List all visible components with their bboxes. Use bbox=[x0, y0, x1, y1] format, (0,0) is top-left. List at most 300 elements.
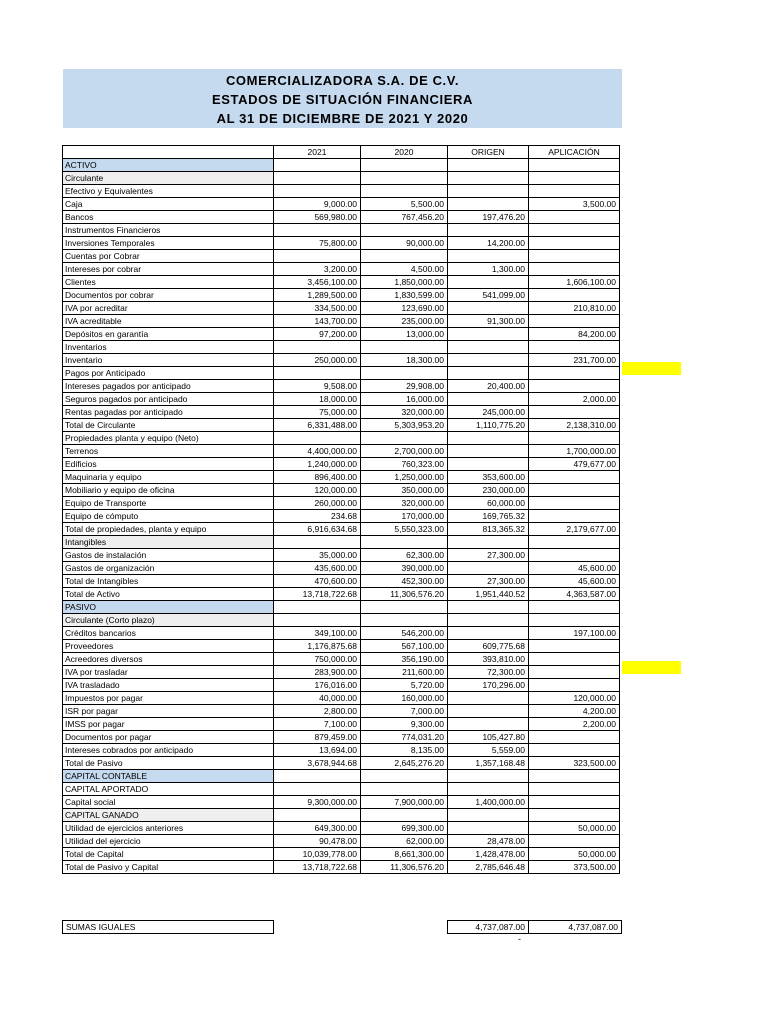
row-label: Inventarios bbox=[63, 341, 274, 354]
cell-aplicacion bbox=[529, 380, 620, 393]
cell-2021: 35,000.00 bbox=[274, 549, 361, 562]
row-label: Total de Pasivo bbox=[63, 757, 274, 770]
row-label: Utilidad de ejercicios anteriores bbox=[63, 822, 274, 835]
row-label: Terrenos bbox=[63, 445, 274, 458]
cell-2020: 320,000.00 bbox=[361, 497, 448, 510]
cell-origen bbox=[448, 458, 529, 471]
cell-2021: 3,456,100.00 bbox=[274, 276, 361, 289]
row-label: Intereses por cobrar bbox=[63, 263, 274, 276]
cell-2020: 760,323.00 bbox=[361, 458, 448, 471]
cell-2020: 9,300.00 bbox=[361, 718, 448, 731]
cell-aplicacion: 50,000.00 bbox=[529, 848, 620, 861]
cell-origen bbox=[448, 809, 529, 822]
cell-aplicacion bbox=[529, 770, 620, 783]
row-label: ACTIVO bbox=[63, 159, 274, 172]
cell-origen: 14,200.00 bbox=[448, 237, 529, 250]
column-header: 2020 bbox=[361, 146, 448, 159]
cell-aplicacion bbox=[529, 497, 620, 510]
row-label: Circulante (Corto plazo) bbox=[63, 614, 274, 627]
cell-origen bbox=[448, 705, 529, 718]
cell-origen: 1,951,440.52 bbox=[448, 588, 529, 601]
cell-2021: 6,916,634.68 bbox=[274, 523, 361, 536]
row-label: IVA trasladado bbox=[63, 679, 274, 692]
cell-2020: 7,000.00 bbox=[361, 705, 448, 718]
column-header: APLICACIÓN bbox=[529, 146, 620, 159]
cell-origen: 105,427.80 bbox=[448, 731, 529, 744]
row-label: Intangibles bbox=[63, 536, 274, 549]
row-label: Propiedades planta y equipo (Neto) bbox=[63, 432, 274, 445]
row-label: Utilidad del ejercicio bbox=[63, 835, 274, 848]
cell-2020: 5,550,323.00 bbox=[361, 523, 448, 536]
table-row bbox=[63, 406, 620, 419]
highlight-proveedores bbox=[622, 661, 681, 674]
cell-origen bbox=[448, 159, 529, 172]
table-row bbox=[63, 627, 620, 640]
cell-2021: 3,200.00 bbox=[274, 263, 361, 276]
cell-aplicacion bbox=[529, 315, 620, 328]
cell-2021: 1,176,875.68 bbox=[274, 640, 361, 653]
cell-2021: 90,478.00 bbox=[274, 835, 361, 848]
cell-2021: 9,508.00 bbox=[274, 380, 361, 393]
cell-2021: 250,000.00 bbox=[274, 354, 361, 367]
cell-2021: 334,500.00 bbox=[274, 302, 361, 315]
row-label: Intereses pagados por anticipado bbox=[63, 380, 274, 393]
cell-origen: 609,775.68 bbox=[448, 640, 529, 653]
column-header-blank bbox=[63, 146, 274, 159]
table-row bbox=[63, 666, 620, 679]
cell-origen bbox=[448, 276, 529, 289]
cell-2021 bbox=[274, 224, 361, 237]
table-row bbox=[63, 484, 620, 497]
cell-2020: 18,300.00 bbox=[361, 354, 448, 367]
cell-2021 bbox=[274, 536, 361, 549]
company-name: COMERCIALIZADORA S.A. DE C.V. bbox=[225, 73, 460, 88]
row-label: Gastos de organización bbox=[63, 562, 274, 575]
table-row bbox=[63, 237, 620, 250]
cell-aplicacion: 1,606,100.00 bbox=[529, 276, 620, 289]
table-row bbox=[63, 432, 620, 445]
cell-2020: 1,250,000.00 bbox=[361, 471, 448, 484]
table-row bbox=[63, 445, 620, 458]
cell-origen: 353,600.00 bbox=[448, 471, 529, 484]
row-label: Depósitos en garantía bbox=[63, 328, 274, 341]
cell-2021: 75,000.00 bbox=[274, 406, 361, 419]
cell-aplicacion bbox=[529, 471, 620, 484]
cell-aplicacion bbox=[529, 211, 620, 224]
cell-2020 bbox=[361, 614, 448, 627]
row-label: Seguros pagados por anticipado bbox=[63, 393, 274, 406]
cell-origen bbox=[448, 172, 529, 185]
table-row bbox=[63, 705, 620, 718]
table-row bbox=[63, 588, 620, 601]
cell-origen bbox=[448, 224, 529, 237]
cell-2020: 11,306,576.20 bbox=[361, 861, 448, 874]
cell-origen bbox=[448, 185, 529, 198]
cell-2020: 62,000.00 bbox=[361, 835, 448, 848]
sums-label: SUMAS IGUALES bbox=[63, 921, 274, 934]
row-label: Equipo de cómputo bbox=[63, 510, 274, 523]
cell-origen: 28,478.00 bbox=[448, 835, 529, 848]
cell-2021: 1,289,500.00 bbox=[274, 289, 361, 302]
cell-2021: 6,331,488.00 bbox=[274, 419, 361, 432]
table-row bbox=[63, 536, 620, 549]
cell-2020: 699,300.00 bbox=[361, 822, 448, 835]
cell-2020 bbox=[361, 536, 448, 549]
table-row bbox=[63, 302, 620, 315]
row-label: Intereses cobrados por anticipado bbox=[63, 744, 274, 757]
cell-aplicacion bbox=[529, 224, 620, 237]
row-label: Mobiliario y equipo de oficina bbox=[63, 484, 274, 497]
table-row bbox=[63, 770, 620, 783]
cell-origen bbox=[448, 601, 529, 614]
cell-2020 bbox=[361, 159, 448, 172]
row-label: Caja bbox=[63, 198, 274, 211]
table-row bbox=[63, 757, 620, 770]
cell-2021: 40,000.00 bbox=[274, 692, 361, 705]
row-label: CAPITAL APORTADO bbox=[63, 783, 274, 796]
cell-2021: 879,459.00 bbox=[274, 731, 361, 744]
cell-2021: 97,200.00 bbox=[274, 328, 361, 341]
table-row bbox=[63, 523, 620, 536]
cell-2020: 767,456.20 bbox=[361, 211, 448, 224]
cell-2020: 8,135.00 bbox=[361, 744, 448, 757]
row-label: Impuestos por pagar bbox=[63, 692, 274, 705]
table-row bbox=[63, 393, 620, 406]
cell-origen: 2,785,646.48 bbox=[448, 861, 529, 874]
cell-2021 bbox=[274, 432, 361, 445]
cell-origen bbox=[448, 302, 529, 315]
row-label: Total de propiedades, planta y equipo bbox=[63, 523, 274, 536]
table-row bbox=[63, 276, 620, 289]
cell-aplicacion bbox=[529, 809, 620, 822]
column-header: 2021 bbox=[274, 146, 361, 159]
table-row bbox=[63, 809, 620, 822]
row-label: CAPITAL CONTABLE bbox=[63, 770, 274, 783]
cell-aplicacion: 45,600.00 bbox=[529, 575, 620, 588]
cell-origen: 1,110,775.20 bbox=[448, 419, 529, 432]
row-label: Edificios bbox=[63, 458, 274, 471]
cell-origen: 60,000.00 bbox=[448, 497, 529, 510]
cell-aplicacion bbox=[529, 289, 620, 302]
balance-table bbox=[62, 145, 620, 874]
table-row bbox=[63, 835, 620, 848]
cell-origen bbox=[448, 822, 529, 835]
cell-2020: 29,908.00 bbox=[361, 380, 448, 393]
cell-aplicacion bbox=[529, 549, 620, 562]
table-row bbox=[63, 679, 620, 692]
cell-2021: 176,016.00 bbox=[274, 679, 361, 692]
cell-2020: 320,000.00 bbox=[361, 406, 448, 419]
cell-2021: 120,000.00 bbox=[274, 484, 361, 497]
row-label: Total de Activo bbox=[63, 588, 274, 601]
report-header bbox=[63, 69, 622, 128]
cell-2021: 4,400,000.00 bbox=[274, 445, 361, 458]
cell-origen bbox=[448, 198, 529, 211]
cell-2021: 750,000.00 bbox=[274, 653, 361, 666]
cell-aplicacion bbox=[529, 432, 620, 445]
cell-2020: 4,500.00 bbox=[361, 263, 448, 276]
cell-origen bbox=[448, 367, 529, 380]
row-label: IVA acreditable bbox=[63, 315, 274, 328]
cell-2020: 160,000.00 bbox=[361, 692, 448, 705]
row-label: IVA por trasladar bbox=[63, 666, 274, 679]
row-label: Equipo de Transporte bbox=[63, 497, 274, 510]
highlight-inventario bbox=[622, 362, 681, 375]
cell-2020: 11,306,576.20 bbox=[361, 588, 448, 601]
cell-2021 bbox=[274, 172, 361, 185]
cell-2020: 546,200.00 bbox=[361, 627, 448, 640]
cell-origen bbox=[448, 614, 529, 627]
cell-2021: 9,300,000.00 bbox=[274, 796, 361, 809]
table-row bbox=[63, 497, 620, 510]
cell-aplicacion bbox=[529, 250, 620, 263]
table-row bbox=[63, 822, 620, 835]
cell-origen bbox=[448, 536, 529, 549]
cell-2021: 13,718,722.68 bbox=[274, 588, 361, 601]
cell-2020 bbox=[361, 185, 448, 198]
row-label: Circulante bbox=[63, 172, 274, 185]
cell-origen: 1,400,000.00 bbox=[448, 796, 529, 809]
table-row bbox=[63, 198, 620, 211]
cell-2020: 123,690.00 bbox=[361, 302, 448, 315]
cell-2021: 349,100.00 bbox=[274, 627, 361, 640]
row-label: Instrumentos Financieros bbox=[63, 224, 274, 237]
table-row bbox=[63, 354, 620, 367]
cell-2020: 1,850,000.00 bbox=[361, 276, 448, 289]
row-label: Total de Pasivo y Capital bbox=[63, 861, 274, 874]
cell-aplicacion: 4,200.00 bbox=[529, 705, 620, 718]
table-row bbox=[63, 471, 620, 484]
cell-aplicacion bbox=[529, 783, 620, 796]
cell-origen: 541,099.00 bbox=[448, 289, 529, 302]
cell-origen: 169,765.32 bbox=[448, 510, 529, 523]
cell-aplicacion: 2,000.00 bbox=[529, 393, 620, 406]
table-row bbox=[63, 380, 620, 393]
cell-origen bbox=[448, 770, 529, 783]
cell-aplicacion: 210,810.00 bbox=[529, 302, 620, 315]
cell-origen: 5,559.00 bbox=[448, 744, 529, 757]
cell-origen bbox=[448, 718, 529, 731]
cell-origen: 1,300.00 bbox=[448, 263, 529, 276]
cell-2020: 2,645,276.20 bbox=[361, 757, 448, 770]
table-row bbox=[63, 419, 620, 432]
table-row bbox=[63, 315, 620, 328]
cell-2020 bbox=[361, 224, 448, 237]
table-row bbox=[63, 718, 620, 731]
cell-aplicacion bbox=[529, 666, 620, 679]
cell-aplicacion: 479,677.00 bbox=[529, 458, 620, 471]
cell-2021: 649,300.00 bbox=[274, 822, 361, 835]
cell-origen: 170,296.00 bbox=[448, 679, 529, 692]
table-row bbox=[63, 458, 620, 471]
cell-origen bbox=[448, 562, 529, 575]
row-label: Documentos por cobrar bbox=[63, 289, 274, 302]
table-row bbox=[63, 848, 620, 861]
cell-2020 bbox=[361, 172, 448, 185]
cell-origen: 245,000.00 bbox=[448, 406, 529, 419]
cell-aplicacion bbox=[529, 640, 620, 653]
cell-2020: 350,000.00 bbox=[361, 484, 448, 497]
table-row bbox=[63, 263, 620, 276]
cell-aplicacion bbox=[529, 744, 620, 757]
cell-origen bbox=[448, 250, 529, 263]
table-row bbox=[63, 601, 620, 614]
cell-aplicacion: 45,600.00 bbox=[529, 562, 620, 575]
cell-2021: 3,678,944.68 bbox=[274, 757, 361, 770]
cell-2021: 7,100.00 bbox=[274, 718, 361, 731]
cell-2020 bbox=[361, 601, 448, 614]
cell-origen bbox=[448, 445, 529, 458]
cell-origen bbox=[448, 692, 529, 705]
cell-2020: 16,000.00 bbox=[361, 393, 448, 406]
cell-2020: 774,031.20 bbox=[361, 731, 448, 744]
row-label: Cuentas por Cobrar bbox=[63, 250, 274, 263]
cell-aplicacion bbox=[529, 679, 620, 692]
cell-2020 bbox=[361, 809, 448, 822]
cell-2020: 235,000.00 bbox=[361, 315, 448, 328]
cell-aplicacion: 2,179,677.00 bbox=[529, 523, 620, 536]
cell-2020: 5,500.00 bbox=[361, 198, 448, 211]
cell-aplicacion bbox=[529, 263, 620, 276]
cell-origen bbox=[448, 354, 529, 367]
cell-2021: 2,800.00 bbox=[274, 705, 361, 718]
row-label: Inventario bbox=[63, 354, 274, 367]
cell-origen: 20,400.00 bbox=[448, 380, 529, 393]
table-row bbox=[63, 653, 620, 666]
cell-origen: 27,300.00 bbox=[448, 549, 529, 562]
cell-2020 bbox=[361, 341, 448, 354]
cell-2020: 2,700,000.00 bbox=[361, 445, 448, 458]
cell-2021: 13,694.00 bbox=[274, 744, 361, 757]
table-row bbox=[63, 614, 620, 627]
cell-2020: 390,000.00 bbox=[361, 562, 448, 575]
row-label: IMSS por pagar bbox=[63, 718, 274, 731]
cell-origen: 813,365.32 bbox=[448, 523, 529, 536]
cell-aplicacion: 84,200.00 bbox=[529, 328, 620, 341]
report-title: ESTADOS DE SITUACIÓN FINANCIERA bbox=[211, 92, 474, 107]
column-header: ORIGEN bbox=[448, 146, 529, 159]
cell-aplicacion bbox=[529, 601, 620, 614]
cell-2020 bbox=[361, 250, 448, 263]
cell-aplicacion bbox=[529, 484, 620, 497]
cell-2020 bbox=[361, 432, 448, 445]
cell-2020: 1,830,599.00 bbox=[361, 289, 448, 302]
cell-aplicacion bbox=[529, 406, 620, 419]
cell-2020: 452,300.00 bbox=[361, 575, 448, 588]
cell-2021: 9,000.00 bbox=[274, 198, 361, 211]
cell-2021: 143,700.00 bbox=[274, 315, 361, 328]
cell-2021 bbox=[274, 341, 361, 354]
table-row bbox=[63, 562, 620, 575]
cell-2021: 10,039,778.00 bbox=[274, 848, 361, 861]
row-label: Proveedores bbox=[63, 640, 274, 653]
cell-origen bbox=[448, 627, 529, 640]
cell-aplicacion bbox=[529, 835, 620, 848]
cell-origen bbox=[448, 328, 529, 341]
cell-2021: 470,600.00 bbox=[274, 575, 361, 588]
trailing-mark: - bbox=[518, 934, 521, 944]
row-label: ISR por pagar bbox=[63, 705, 274, 718]
cell-aplicacion: 373,500.00 bbox=[529, 861, 620, 874]
cell-origen bbox=[448, 341, 529, 354]
sums-values bbox=[447, 920, 622, 934]
cell-aplicacion: 4,363,587.00 bbox=[529, 588, 620, 601]
cell-aplicacion bbox=[529, 653, 620, 666]
cell-2020: 62,300.00 bbox=[361, 549, 448, 562]
sums-row bbox=[62, 920, 274, 934]
cell-origen bbox=[448, 783, 529, 796]
row-label: Total de Capital bbox=[63, 848, 274, 861]
cell-2020 bbox=[361, 783, 448, 796]
table-row bbox=[63, 367, 620, 380]
cell-aplicacion: 231,700.00 bbox=[529, 354, 620, 367]
table-row bbox=[63, 211, 620, 224]
cell-2021: 18,000.00 bbox=[274, 393, 361, 406]
cell-2021: 283,900.00 bbox=[274, 666, 361, 679]
cell-aplicacion: 197,100.00 bbox=[529, 627, 620, 640]
cell-2020: 13,000.00 bbox=[361, 328, 448, 341]
cell-origen: 197,476.20 bbox=[448, 211, 529, 224]
cell-origen: 1,357,168.48 bbox=[448, 757, 529, 770]
table-row bbox=[63, 640, 620, 653]
cell-2021 bbox=[274, 250, 361, 263]
row-label: CAPITAL GANADO bbox=[63, 809, 274, 822]
sums-origen: 4,737,087.00 bbox=[448, 921, 529, 934]
row-label: Total de Circulante bbox=[63, 419, 274, 432]
table-row bbox=[63, 172, 620, 185]
cell-2020: 170,000.00 bbox=[361, 510, 448, 523]
row-label: Rentas pagadas por anticipado bbox=[63, 406, 274, 419]
table-row bbox=[63, 159, 620, 172]
cell-aplicacion bbox=[529, 614, 620, 627]
cell-origen: 91,300.00 bbox=[448, 315, 529, 328]
cell-2021 bbox=[274, 770, 361, 783]
cell-aplicacion: 323,500.00 bbox=[529, 757, 620, 770]
cell-2021: 75,800.00 bbox=[274, 237, 361, 250]
cell-2021: 569,980.00 bbox=[274, 211, 361, 224]
cell-origen: 1,428,478.00 bbox=[448, 848, 529, 861]
cell-aplicacion bbox=[529, 172, 620, 185]
row-label: Gastos de instalación bbox=[63, 549, 274, 562]
cell-2020: 7,900,000.00 bbox=[361, 796, 448, 809]
row-label: Capital social bbox=[63, 796, 274, 809]
cell-2021 bbox=[274, 159, 361, 172]
cell-origen: 27,300.00 bbox=[448, 575, 529, 588]
cell-origen: 72,300.00 bbox=[448, 666, 529, 679]
cell-aplicacion bbox=[529, 341, 620, 354]
report-date: AL 31 DE DICIEMBRE DE 2021 Y 2020 bbox=[216, 111, 469, 126]
sums-aplicacion: 4,737,087.00 bbox=[529, 921, 622, 934]
cell-2021: 435,600.00 bbox=[274, 562, 361, 575]
table-row bbox=[63, 250, 620, 263]
cell-aplicacion bbox=[529, 185, 620, 198]
cell-aplicacion bbox=[529, 367, 620, 380]
cell-aplicacion: 50,000.00 bbox=[529, 822, 620, 835]
cell-2020 bbox=[361, 770, 448, 783]
row-label: Maquinaria y equipo bbox=[63, 471, 274, 484]
table-row bbox=[63, 731, 620, 744]
cell-2020: 8,661,300.00 bbox=[361, 848, 448, 861]
cell-origen bbox=[448, 432, 529, 445]
cell-origen bbox=[448, 393, 529, 406]
row-label: IVA por acreditar bbox=[63, 302, 274, 315]
table-row bbox=[63, 692, 620, 705]
cell-2021: 260,000.00 bbox=[274, 497, 361, 510]
cell-2021: 13,718,722.68 bbox=[274, 861, 361, 874]
table-row bbox=[63, 861, 620, 874]
cell-2021 bbox=[274, 783, 361, 796]
cell-2021 bbox=[274, 601, 361, 614]
